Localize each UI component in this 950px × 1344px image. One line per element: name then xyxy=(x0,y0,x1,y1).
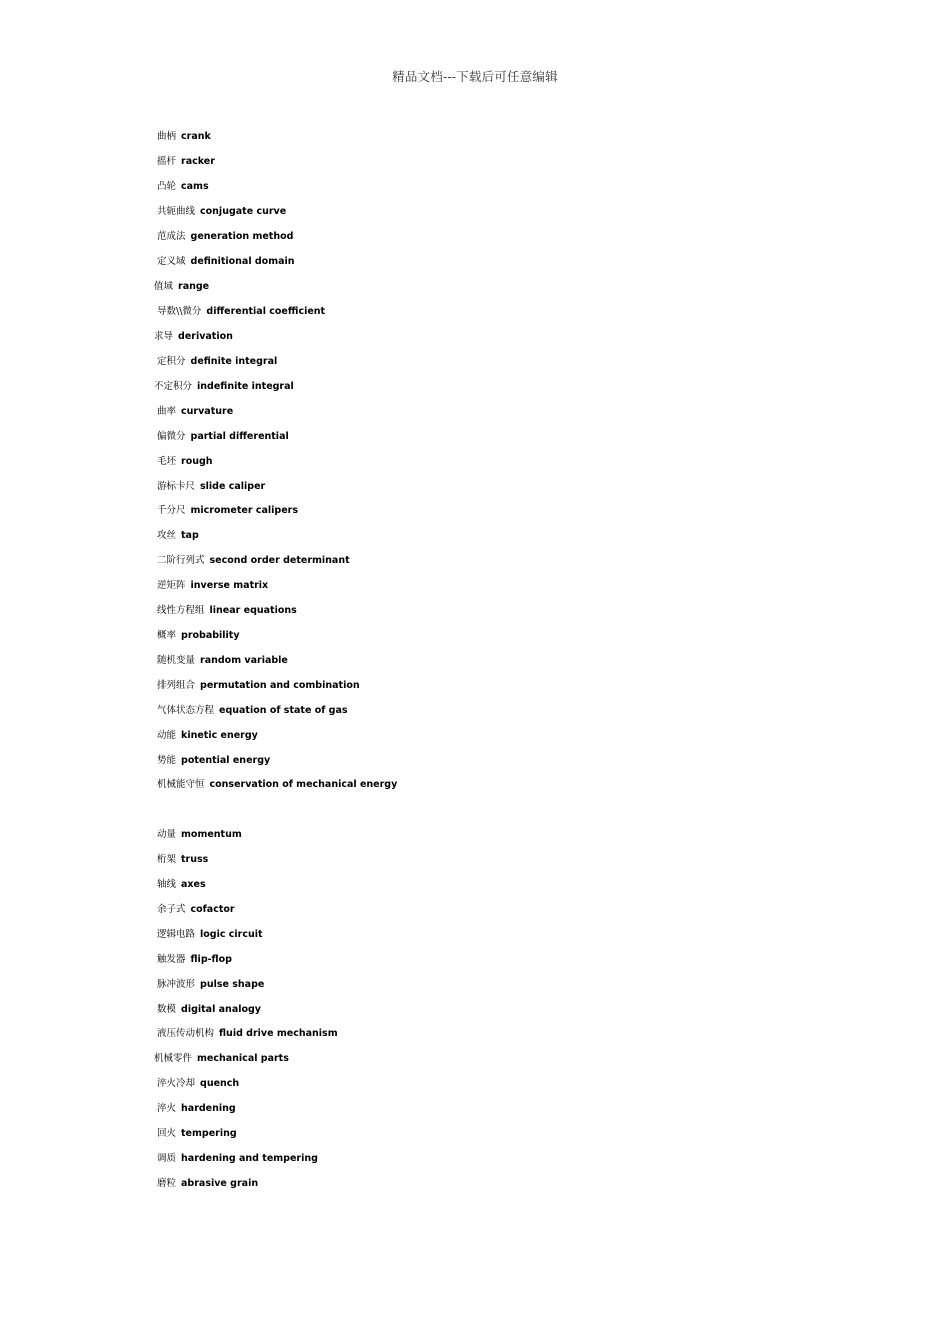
term-english: mechanical parts xyxy=(197,1053,289,1064)
glossary-entry xyxy=(157,952,232,968)
term-english: generation method xyxy=(190,231,294,242)
term-chinese: 游标卡尺 xyxy=(157,481,196,492)
term-chinese: 值域 xyxy=(154,281,174,292)
term-english: indefinite integral xyxy=(197,381,294,392)
term-english: pulse shape xyxy=(200,979,265,990)
glossary-entry xyxy=(157,229,293,245)
glossary-entry xyxy=(157,404,233,420)
term-chinese: 概率 xyxy=(157,630,177,641)
term-english: momentum xyxy=(181,829,242,840)
term-english: flip-flop xyxy=(190,954,232,965)
term-chinese: 导数\\微分 xyxy=(157,306,202,317)
term-english: hardening xyxy=(181,1103,236,1114)
term-chinese: 排列组合 xyxy=(157,680,196,691)
glossary-entry xyxy=(157,429,289,445)
term-chinese: 共轭曲线 xyxy=(157,206,196,217)
term-chinese: 曲柄 xyxy=(157,131,177,142)
term-english: linear equations xyxy=(209,605,297,616)
term-english: permutation and combination xyxy=(200,680,360,691)
term-english: tap xyxy=(181,530,199,541)
term-english: definitional domain xyxy=(190,256,295,267)
term-english: tempering xyxy=(181,1128,237,1139)
glossary-entry xyxy=(157,827,242,843)
glossary-entry xyxy=(157,1002,261,1018)
glossary-entry xyxy=(154,329,233,345)
glossary-entry xyxy=(157,777,397,793)
term-chinese: 磨粒 xyxy=(157,1178,177,1189)
term-english: cams xyxy=(181,181,209,192)
term-english: slide caliper xyxy=(200,481,266,492)
term-chinese: 攻丝 xyxy=(157,530,177,541)
glossary-entry xyxy=(157,728,258,744)
term-chinese: 逆矩阵 xyxy=(157,580,186,591)
glossary-entry xyxy=(157,154,215,170)
glossary-entry xyxy=(157,753,270,769)
glossary-entry xyxy=(157,354,277,370)
term-chinese: 千分尺 xyxy=(157,505,186,516)
term-english: curvature xyxy=(181,406,234,417)
glossary-entry xyxy=(157,703,348,719)
glossary-entry xyxy=(157,1151,318,1167)
glossary-entry xyxy=(157,902,235,918)
glossary-entry xyxy=(157,877,206,893)
glossary-entry xyxy=(157,1101,236,1117)
term-english: hardening and tempering xyxy=(181,1153,318,1164)
term-chinese: 机械零件 xyxy=(154,1053,193,1064)
term-chinese: 气体状态方程 xyxy=(157,705,215,716)
glossary-entry xyxy=(157,977,264,993)
page-header: 精品文档---下载后可任意编辑 xyxy=(392,69,558,84)
term-chinese: 势能 xyxy=(157,755,177,766)
term-chinese: 触发器 xyxy=(157,954,186,965)
glossary-entry xyxy=(157,1176,258,1192)
glossary-entry xyxy=(154,279,209,295)
term-chinese: 求导 xyxy=(154,331,174,342)
term-chinese: 曲率 xyxy=(157,406,177,417)
term-english: kinetic energy xyxy=(181,730,258,741)
term-chinese: 淬火 xyxy=(157,1103,177,1114)
term-english: axes xyxy=(181,879,206,890)
term-chinese: 毛坯 xyxy=(157,456,177,467)
term-chinese: 范成法 xyxy=(157,231,186,242)
term-chinese: 定积分 xyxy=(157,356,186,367)
glossary-entry xyxy=(157,603,297,619)
glossary-entry xyxy=(157,553,350,569)
term-chinese: 余子式 xyxy=(157,904,186,915)
term-english: micrometer calipers xyxy=(190,505,298,516)
term-english: definite integral xyxy=(190,356,278,367)
glossary-entry xyxy=(157,852,208,868)
glossary-entry xyxy=(157,304,325,320)
glossary-entry xyxy=(154,379,294,395)
term-chinese: 动能 xyxy=(157,730,177,741)
glossary-entry xyxy=(157,578,268,594)
term-english: cofactor xyxy=(190,904,235,915)
term-chinese: 不定积分 xyxy=(154,381,193,392)
term-chinese: 线性方程组 xyxy=(157,605,205,616)
glossary-entry xyxy=(157,254,295,270)
term-chinese: 数模 xyxy=(157,1004,177,1015)
term-english: second order determinant xyxy=(209,555,350,566)
term-chinese: 摇杆 xyxy=(157,156,177,167)
term-english: conservation of mechanical energy xyxy=(209,779,398,790)
term-chinese: 液压传动机构 xyxy=(157,1028,215,1039)
term-english: digital analogy xyxy=(181,1004,262,1015)
term-chinese: 脉冲波形 xyxy=(157,979,196,990)
term-english: differential coefficient xyxy=(206,306,326,317)
term-english: truss xyxy=(181,854,209,865)
term-english: partial differential xyxy=(190,431,289,442)
term-english: abrasive grain xyxy=(181,1178,259,1189)
term-english: range xyxy=(178,281,210,292)
term-english: racker xyxy=(181,156,215,167)
glossary-entry xyxy=(157,628,240,644)
term-english: equation of state of gas xyxy=(219,705,348,716)
term-english: random variable xyxy=(200,655,288,666)
term-english: fluid drive mechanism xyxy=(219,1028,338,1039)
term-english: conjugate curve xyxy=(200,206,287,217)
glossary-entry xyxy=(157,479,265,495)
term-chinese: 桁架 xyxy=(157,854,177,865)
term-chinese: 凸轮 xyxy=(157,181,177,192)
term-english: logic circuit xyxy=(200,929,263,940)
glossary-entry xyxy=(157,528,199,544)
glossary-entry xyxy=(157,454,213,470)
term-chinese: 逻辑电路 xyxy=(157,929,196,940)
term-chinese: 回火 xyxy=(157,1128,177,1139)
glossary-entry xyxy=(157,653,288,669)
term-chinese: 定义域 xyxy=(157,256,186,267)
glossary-entry xyxy=(157,1026,338,1042)
term-chinese: 机械能守恒 xyxy=(157,779,205,790)
term-english: derivation xyxy=(178,331,233,342)
term-english: rough xyxy=(181,456,213,467)
term-chinese: 随机变量 xyxy=(157,655,196,666)
term-chinese: 轴线 xyxy=(157,879,177,890)
term-chinese: 调质 xyxy=(157,1153,177,1164)
glossary-entry xyxy=(157,503,298,519)
term-chinese: 淬火冷却 xyxy=(157,1078,196,1089)
term-chinese: 动量 xyxy=(157,829,177,840)
glossary-entry xyxy=(157,927,263,943)
glossary-entry xyxy=(154,1051,289,1067)
term-english: probability xyxy=(181,630,240,641)
term-chinese: 偏微分 xyxy=(157,431,186,442)
glossary-entry xyxy=(157,1126,237,1142)
glossary-entry xyxy=(157,204,286,220)
glossary-entry xyxy=(157,678,360,694)
glossary-entry xyxy=(157,1076,239,1092)
term-english: potential energy xyxy=(181,755,271,766)
term-chinese: 二阶行列式 xyxy=(157,555,205,566)
term-english: inverse matrix xyxy=(190,580,269,591)
term-english: quench xyxy=(200,1078,240,1089)
glossary-entry xyxy=(157,179,209,195)
term-english: crank xyxy=(181,131,211,142)
glossary-entry xyxy=(157,129,211,145)
